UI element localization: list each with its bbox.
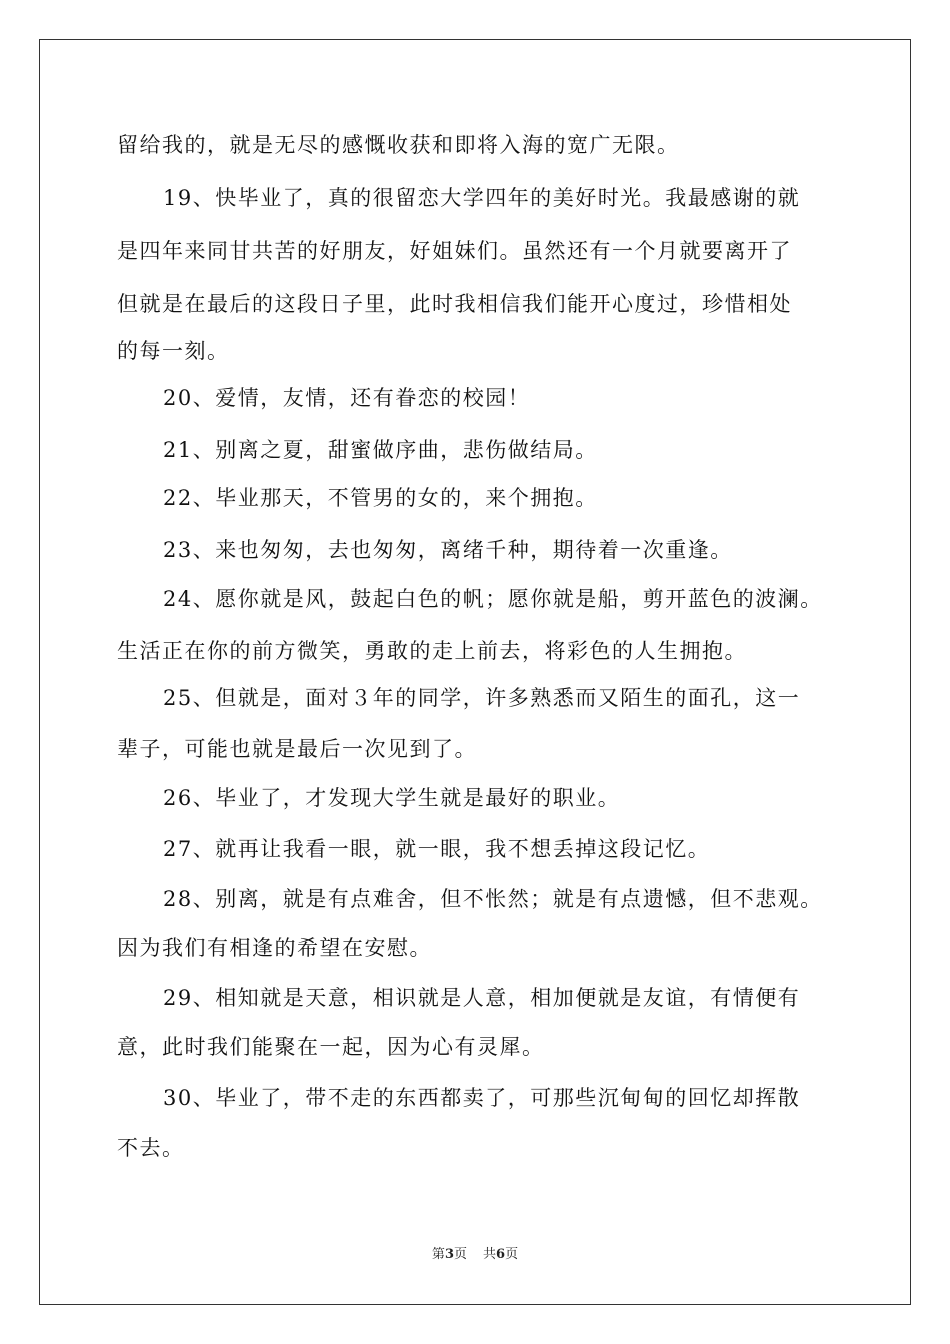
text-line: 25、但就是，面对３年的同学，许多熟悉而又陌生的面孔，这一 (163, 686, 801, 710)
text-line: 29、相知就是天意，相识就是人意，相加便就是友谊，有情便有 (163, 986, 801, 1010)
text-line: 留给我的，就是无尽的感慨收获和即将入海的宽广无限。 (117, 133, 680, 157)
text-line: 20、爱情，友情，还有眷恋的校园！ (163, 386, 531, 410)
page-frame (39, 39, 911, 1305)
text-line: 27、就再让我看一眼，就一眼，我不想丢掉这段记忆。 (163, 837, 711, 861)
text-line: 21、别离之夏，甜蜜做序曲，悲伤做结局。 (163, 438, 598, 462)
total-label-unit: 页 (505, 1247, 519, 1262)
total-label-prefix: 共 (483, 1247, 497, 1262)
current-page-number: 3 (444, 1247, 454, 1262)
page-footer (0, 1243, 950, 1262)
total-page-number: 6 (496, 1247, 506, 1262)
page-label-unit: 页 (453, 1247, 467, 1262)
text-line: 是四年来同甘共苦的好朋友，好姐妹们。虽然还有一个月就要离开了 (117, 239, 792, 263)
text-line: 因为我们有相逢的希望在安慰。 (117, 936, 432, 960)
text-line: 30、毕业了，带不走的东西都卖了，可那些沉甸甸的回忆却挥散 (163, 1086, 801, 1110)
text-line: 24、愿你就是风，鼓起白色的帆；愿你就是船，剪开蓝色的波澜。 (163, 587, 823, 611)
text-line: 28、别离，就是有点难舍，但不怅然；就是有点遗憾，但不悲观。 (163, 887, 823, 911)
text-line: 生活正在你的前方微笑，勇敢的走上前去，将彩色的人生拥抱。 (117, 639, 747, 663)
text-line: 但就是在最后的这段日子里，此时我相信我们能开心度过，珍惜相处 (117, 292, 792, 316)
text-line: 19、快毕业了，真的很留恋大学四年的美好时光。我最感谢的就 (163, 186, 801, 210)
text-line: 23、来也匆匆，去也匆匆，离绪千种，期待着一次重逢。 (163, 538, 733, 562)
text-line: 辈子，可能也就是最后一次见到了。 (117, 737, 477, 761)
text-line: 意，此时我们能聚在一起，因为心有灵犀。 (117, 1035, 545, 1059)
text-line: 的每一刻。 (117, 339, 230, 363)
text-line: 22、毕业那天，不管男的女的，来个拥抱。 (163, 486, 598, 510)
text-line: 不去。 (117, 1136, 185, 1160)
text-line: 26、毕业了，才发现大学生就是最好的职业。 (163, 786, 621, 810)
page-label-prefix: 第 (431, 1247, 445, 1262)
